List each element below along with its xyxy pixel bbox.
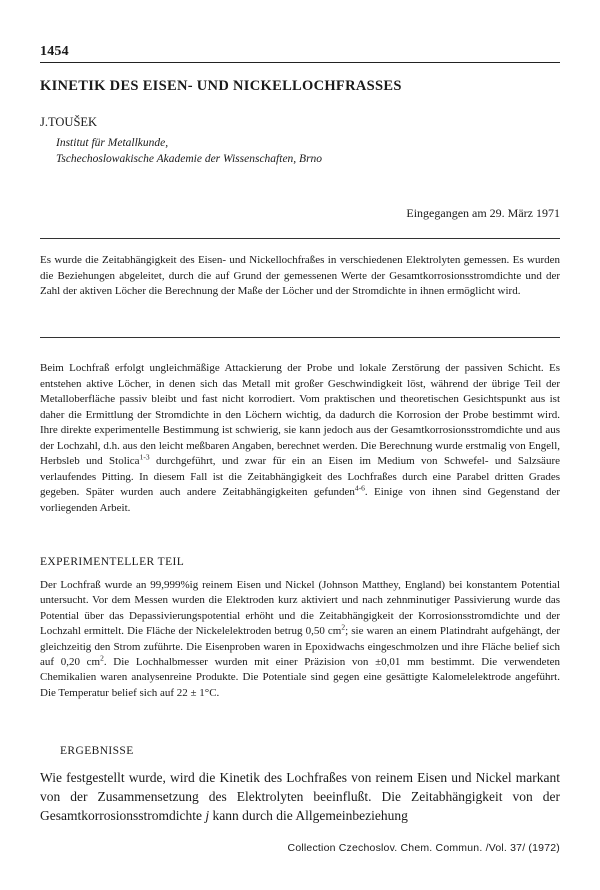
intro-text-a: Beim Lochfraß erfolgt ungleichmäßige Attackierung der Probe und lokale Zerstörung der passiven Schicht. Es entstehen aktive Löcher, in denen sich das Metall mit großer Geschwindigkeit löst, während der übrige Teil der Metalloberfläche passiv bleibt und fast nicht korrodiert. Vom praktischen und theoretischen Gesichtspunkt aus ist daher die Ermittlung der Stromdichte in den Löchern wichtig, da dadurch die Korrosion der Probe bestimmt wird. Ihre direkte experimentelle Bestimmung ist schwierig, sie kann jedoch aus der Gesamtkorrosionsstromdichte und aus der Lochzahl, d.h. aus den leicht meßbaren Angaben, berechnet werden. Die Berechnung wurde erstmalig von Engell, Herbsleb und Stolica xyxy=(40,362,560,467)
experimental-paragraph xyxy=(40,578,560,701)
journal-citation-footer: Collection Czechoslov. Chem. Commun. /Vol. 37/ (1972) xyxy=(287,842,560,854)
intro-text-b: durchgeführt, und zwar für ein an Eisen im Medium von Schwefel- und Salzsäure verlaufendes Pitting. In diesem Fall ist die Zeitabhängigkeit des Lochfraßes durch eine Parabel dritten Grades gegeben. Später wurden auch andere Zeitabhängigkeiten gefunden xyxy=(40,455,560,498)
results-text-a: Wie festgestellt wurde, wird die Kinetik des Lochfraßes von reinem Eisen und Nickel markant von der Zusammensetzung des Elektrolyten beeinflußt. Die Zeitabhängigkeit von der Gesamtkorrosionsstromdichte xyxy=(40,770,560,823)
experimental-text-b: ; sie waren an einem Platindraht aufgehängt, der gleichzeitig den Strom zuführte. Die Eisenproben waren in Epoxidwachs eingeschmolzen und ihre Fläche belief sich auf 0,20 cm xyxy=(40,625,561,669)
section-heading-experimental: EXPERIMENTELLER TEIL xyxy=(40,556,185,568)
affiliation-academy: Tschechoslowakische Akademie der Wissenschaften, Brno xyxy=(56,153,323,165)
abstract-bottom-rule xyxy=(40,337,560,338)
affiliation-institute: Institut für Metallkunde, xyxy=(56,137,169,149)
abstract-paragraph: Es wurde die Zeitabhängigkeit des Eisen- und Nickellochfraßes in verschiedenen Elektrolyten gemessen. Es wurden die Beziehungen abgeleitet, durch die auf Grund der gemessenen Werte der Gesamtkorrosionsstromdichte und der Zahl der aktiven Löcher die Berechnung der Maße der Löcher und der Stromdichte in ihnen ermöglicht wird. xyxy=(40,254,560,298)
introduction-paragraph xyxy=(40,361,560,516)
abstract-top-rule xyxy=(40,238,560,239)
results-paragraph xyxy=(40,768,560,825)
unit-superscript: 2 xyxy=(341,622,346,632)
unit-superscript: 2 xyxy=(100,653,104,663)
header-rule xyxy=(40,62,560,63)
intro-text-c: . Einige von ihnen sind Gegenstand der vorliegenden Arbeit. xyxy=(40,486,560,514)
current-density-symbol: j xyxy=(205,808,210,823)
received-date: Eingegangen am 29. März 1971 xyxy=(406,206,560,220)
results-text-b: kann durch die Allgemeinbeziehung xyxy=(209,808,408,823)
page-number: 1454 xyxy=(40,44,69,59)
reference-superscript: 1-3 xyxy=(139,452,150,462)
experimental-text-c: . Die Lochhalbmesser wurden mit einer Präzision von ±0,01 mm bestimmt. Die verwendeten Chemikalien waren analysenreine Produkte. Die Potentiale sind gegen eine gesättigte Kalomelelektrode angeführt. Die Temperatur belief sich auf 22 ± 1°C. xyxy=(40,656,561,699)
reference-superscript: 4-6 xyxy=(354,483,365,493)
experimental-text-a: Der Lochfraß wurde an 99,999%ig reinem Eisen und Nickel (Johnson Matthey, England) bei konstantem Potential untersucht. Vor dem Messen wurden die Elektroden kurz aktiviert und nach zehnminutiger Passivierung wurde das Potential über das Depassivierungspotential erhöht und die Zeitabhängigkeit der Korrosionsstromdichte und der Lochzahl ermittelt. Die Fläche der Nickelelektroden betrug 0,50 cm xyxy=(40,579,560,638)
section-heading-results: ERGEBNISSE xyxy=(60,745,134,757)
author-name: J.TOUŠEK xyxy=(40,115,98,129)
article-title: KINETIK DES EISEN- UND NICKELLOCHFRASSES xyxy=(40,78,402,94)
